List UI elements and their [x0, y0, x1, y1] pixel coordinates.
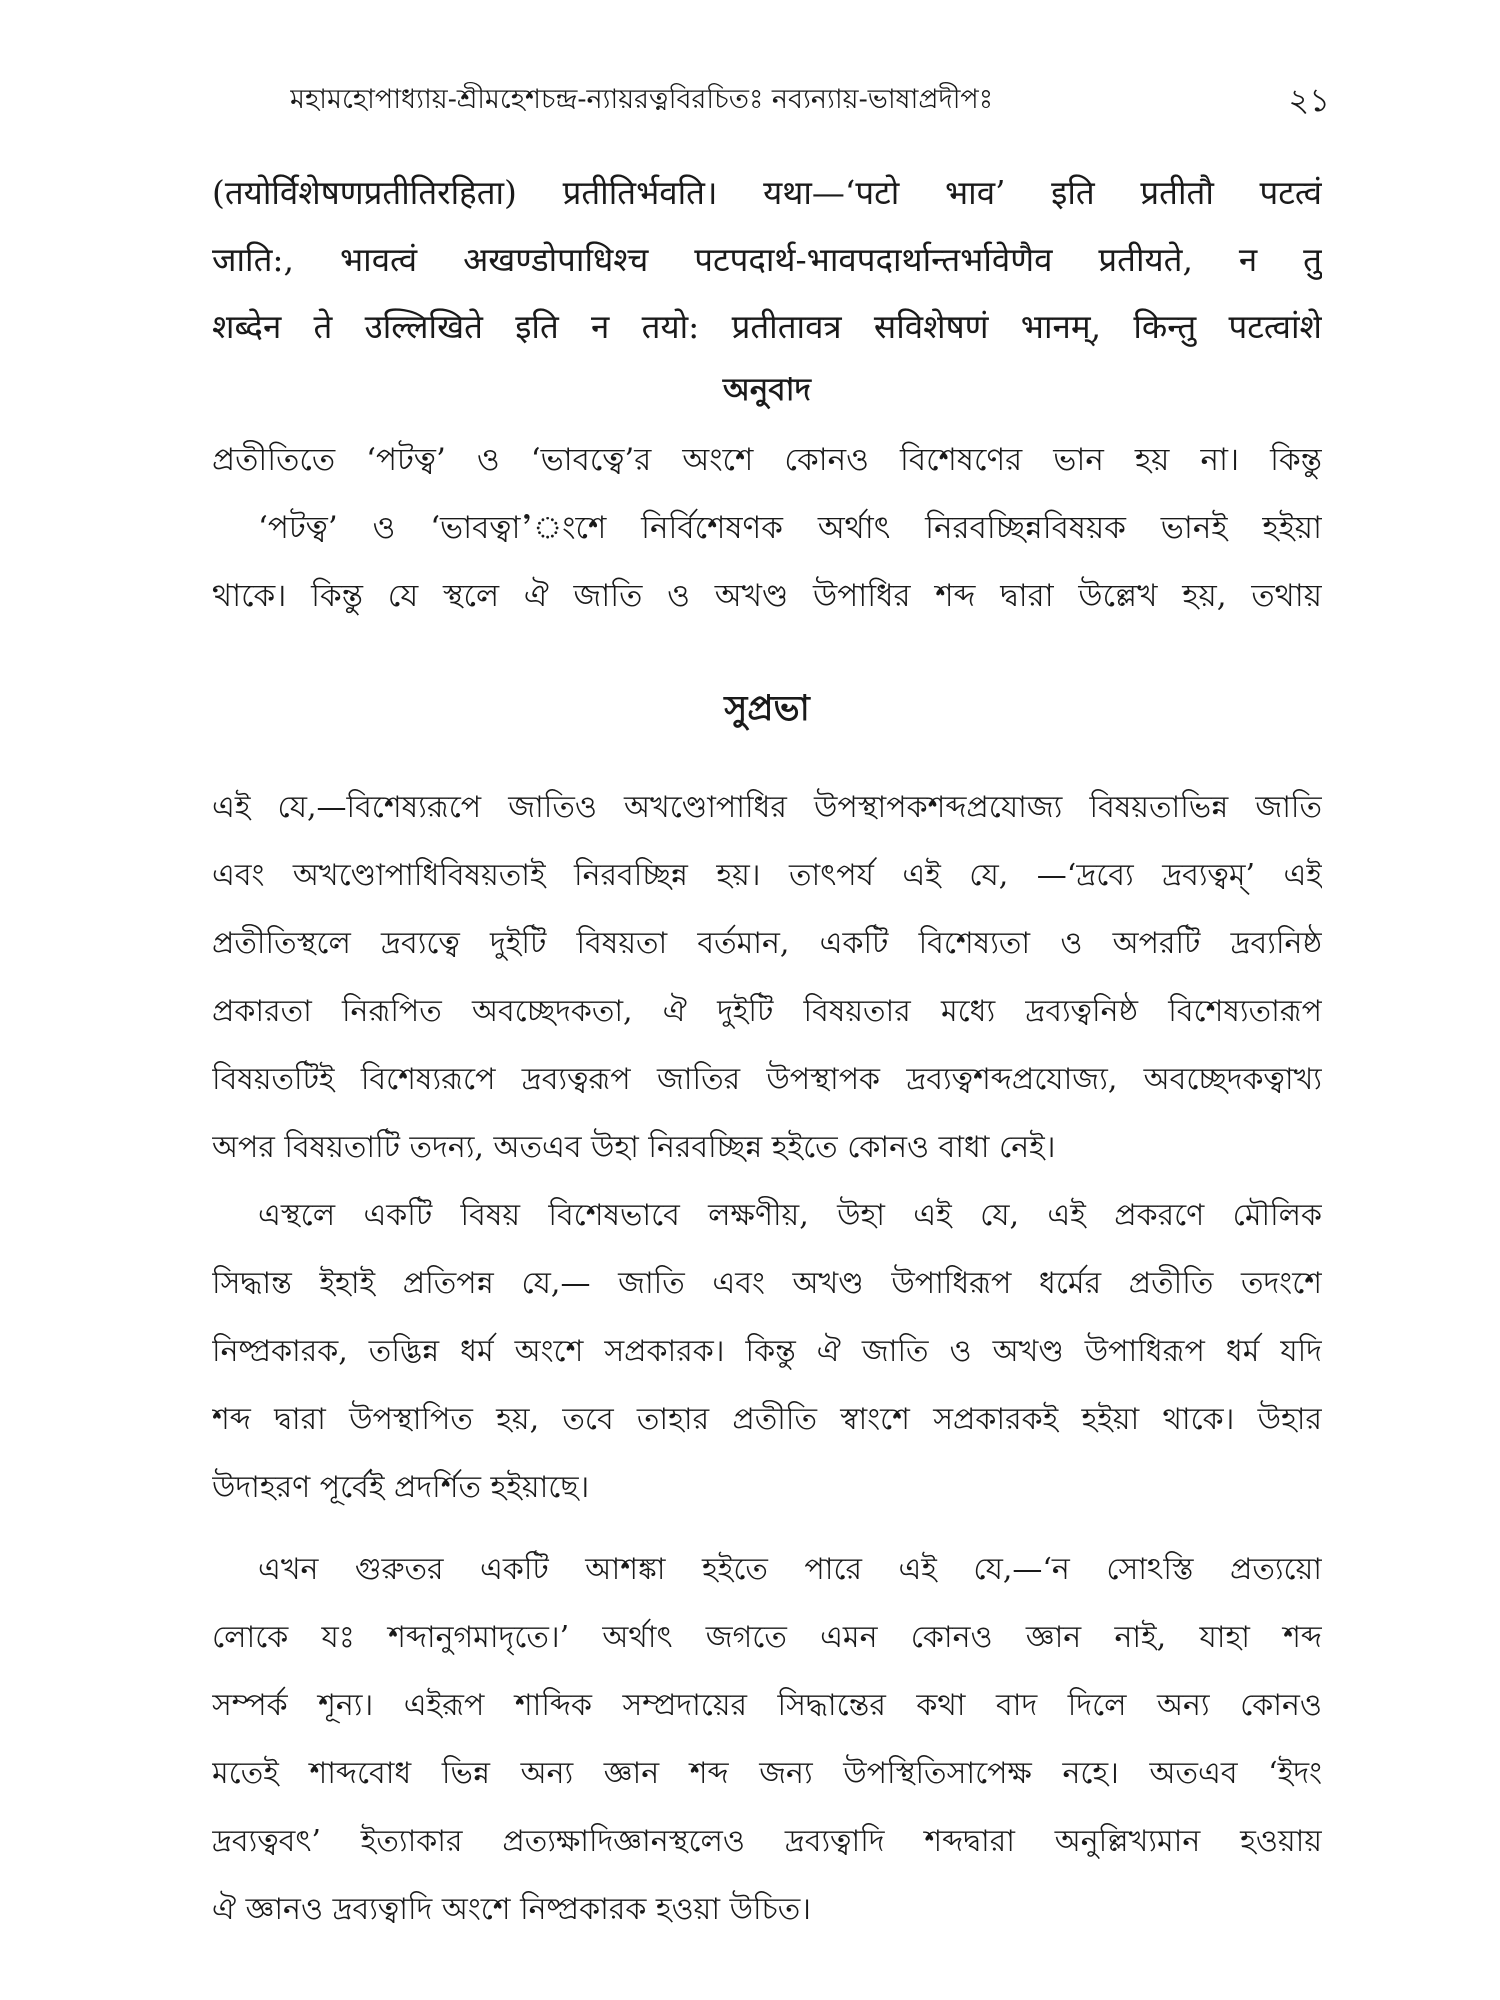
anubad-line: থাকে। কিন্তু যে স্থলে ঐ জাতি ও অখণ্ড উপাধির শব্দ দ্বারা উল্লেখ হয়, তথায় [212, 578, 1322, 614]
anubad-line: ‘পটত্ব’ ও ‘ভাবত্বা’ংশে নির্বিশেষণক অর্থাৎ নিরবচ্ছিন্নবিষয়ক ভানই হইয়া [258, 510, 1322, 546]
section-heading-suprabha: সুপ্রভা [724, 688, 810, 729]
suprabha-line: ঐ জ্ঞানও দ্রব্যত্বাদি অংশে নিষ্প্রকারক হওয়া উচিত। [212, 1892, 811, 1927]
section-heading-anubad: অনুবাদ [723, 372, 811, 408]
suprabha-line: উদাহরণ পূর্বেই প্রদর্শিত হইয়াছে। [212, 1470, 590, 1505]
page-number: ২১ [1288, 81, 1330, 119]
suprabha-line: এই যে,—বিশেষ্যরূপে জাতিও অখণ্ডোপাধির উপস্থাপকশব্দপ্রযোজ্য বিষয়তাভিন্ন জাতি [212, 790, 1322, 825]
suprabha-line: মতেই শাব্দবোধ ভিন্ন অন্য জ্ঞান শব্দ জন্য উপস্থিতিসাপেক্ষ নহে। অতএব ‘ইদং [212, 1756, 1322, 1791]
suprabha-line: লোকে যঃ শব্দানুগমাদৃতে।’ অর্থাৎ জগতে এমন কোনও জ্ঞান নাই, যাহা শব্দ [212, 1620, 1322, 1655]
suprabha-line: এস্থলে একটি বিষয় বিশেষভাবে লক্ষণীয়, উহা এই যে, এই প্রকরণে মৌলিক [258, 1198, 1322, 1233]
suprabha-line: শব্দ দ্বারা উপস্থাপিত হয়, তবে তাহার প্রতীতি স্বাংশে সপ্রকারকই হইয়া থাকে। উহার [212, 1402, 1322, 1437]
sanskrit-line: (तयोर्विशेषणप्रतीतिरहिता) प्रतीतिर्भवति। यथा—‘पटो भाव’ इति प्रतीतौ पटत्वं [212, 173, 1322, 212]
suprabha-line: দ্রব্যত্ববৎ’ ইত্যাকার প্রত্যক্ষাদিজ্ঞানস্থলেও দ্রব্যত্বাদি শব্দদ্বারা অনুল্লিখ্যমান হওয়ায় [212, 1824, 1322, 1859]
anubad-line: প্রতীতিতে ‘পটত্ব’ ও ‘ভাবত্বে’র অংশে কোনও বিশেষণের ভান হয় না। কিন্তু [212, 442, 1322, 478]
suprabha-line: সম্পর্ক শূন্য। এইরূপ শাব্দিক সম্প্রদায়ের সিদ্ধান্তের কথা বাদ দিলে অন্য কোনও [212, 1688, 1322, 1723]
suprabha-line: অপর বিষয়তাটি তদন্য, অতএব উহা নিরবচ্ছিন্ন হইতে কোনও বাধা নেই। [212, 1130, 1056, 1165]
running-header [290, 72, 1330, 128]
sanskrit-line: शब्देन ते उल्लिखिते इति न तयो: प्रतीतावत्र सविशेषणं भानम्, किन्तु पटत्वांशे [212, 307, 1322, 346]
suprabha-line: এবং অখণ্ডোপাধিবিষয়তাই নিরবচ্ছিন্ন হয়। তাৎপর্য এই যে, —‘দ্রব্যে দ্রব্যত্বম্’ এই [212, 858, 1322, 893]
suprabha-line: সিদ্ধান্ত ইহাই প্রতিপন্ন যে,— জাতি এবং অখণ্ড উপাধিরূপ ধর্মের প্রতীতি তদংশে [212, 1266, 1322, 1301]
suprabha-line: এখন গুরুতর একটি আশঙ্কা হইতে পারে এই যে,—‘ন সোঽস্তি প্রত্যয়ো [258, 1552, 1322, 1587]
suprabha-line: প্রতীতিস্থলে দ্রব্যত্বে দুইটি বিষয়তা বর্তমান, একটি বিশেষ্যতা ও অপরটি দ্রব্যনিষ্ঠ [212, 926, 1322, 961]
header-title: মহামহোপাধ্যায়-শ্রীমহেশচন্দ্র-ন্যায়রত্নবিরচিতঃ নব্যন্যায়-ভাষাপ্রদীপঃ [290, 84, 994, 115]
suprabha-line: প্রকারতা নিরূপিত অবচ্ছেদকতা, ঐ দুইটি বিষয়তার মধ্যে দ্রব্যত্বনিষ্ঠ বিশেষ্যতারূপ [212, 994, 1322, 1029]
suprabha-line: নিষ্প্রকারক, তদ্ভিন্ন ধর্ম অংশে সপ্রকারক। কিন্তু ঐ জাতি ও অখণ্ড উপাধিরূপ ধর্ম যদি [212, 1334, 1322, 1369]
suprabha-line: বিষয়তটিই বিশেষ্যরূপে দ্রব্যত্বরূপ জাতির উপস্থাপক দ্রব্যত্বশব্দপ্রযোজ্য, অবচ্ছেদকত্বাখ্য [212, 1062, 1322, 1097]
sanskrit-line: जाति:, भावत्वं अखण्डोपाधिश्च पटपदार्थ-भावपदार्थान्तर्भावेणैव प्रतीयते, न तु [212, 240, 1322, 279]
